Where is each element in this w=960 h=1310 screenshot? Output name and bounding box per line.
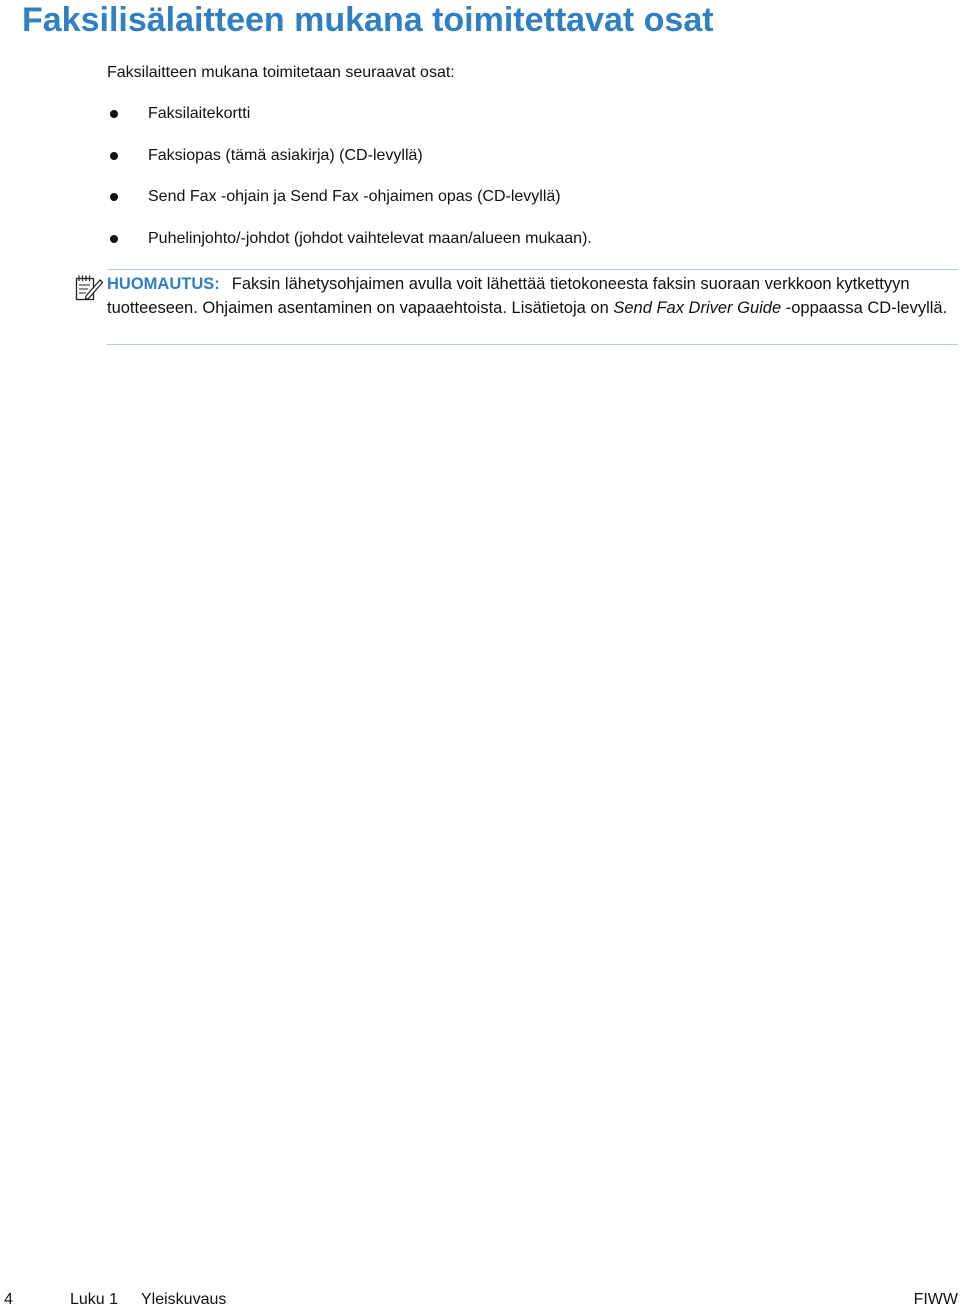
note-icon [74,274,104,302]
page-number: 4 [4,1291,13,1308]
list-item [107,229,592,271]
list-item-text: Send Fax -ohjain ja Send Fax -ohjaimen opas (CD-levyllä) [148,188,561,205]
list-item [107,146,592,188]
note-box [107,269,958,345]
page-title: Faksilisälaitteen mukana toimitettavat osat [22,1,714,39]
chapter-label: Luku 1 [70,1291,119,1308]
bullet-icon [110,152,118,160]
list-item [107,104,592,146]
list-item-text: Puhelinjohto/-johdot (johdot vaihtelevat maan/alueen mukaan). [148,229,592,247]
list-item-text: Faksilaitekortti [148,105,251,122]
parts-list [107,104,592,270]
chapter-name: Yleiskuvaus [141,1291,227,1308]
footer-code: FIWW [913,1291,958,1308]
bullet-icon [110,193,118,201]
note-guide-title: Send Fax Driver Guide [613,299,782,317]
list-item [107,187,592,229]
note-label: HUOMAUTUS: [107,275,220,293]
note-body-end: -oppaassa CD-levyllä. [781,299,948,317]
intro-text: Faksilaitteen mukana toimitetaan seuraavat osat: [107,64,455,81]
note-text [107,270,958,320]
bullet-icon [110,110,118,118]
note-body: Faksin lähetysohjaimen avulla voit lähettää tietokoneesta faksin suoraan verkkoon kytkettyyn tuotteeseen. Ohjaimen asentaminen on vapaaehtoista. Lisätietoja on [107,275,910,317]
bullet-icon [110,235,118,243]
list-item-text: Faksiopas (tämä asiakirja) (CD-levyllä) [148,146,423,164]
